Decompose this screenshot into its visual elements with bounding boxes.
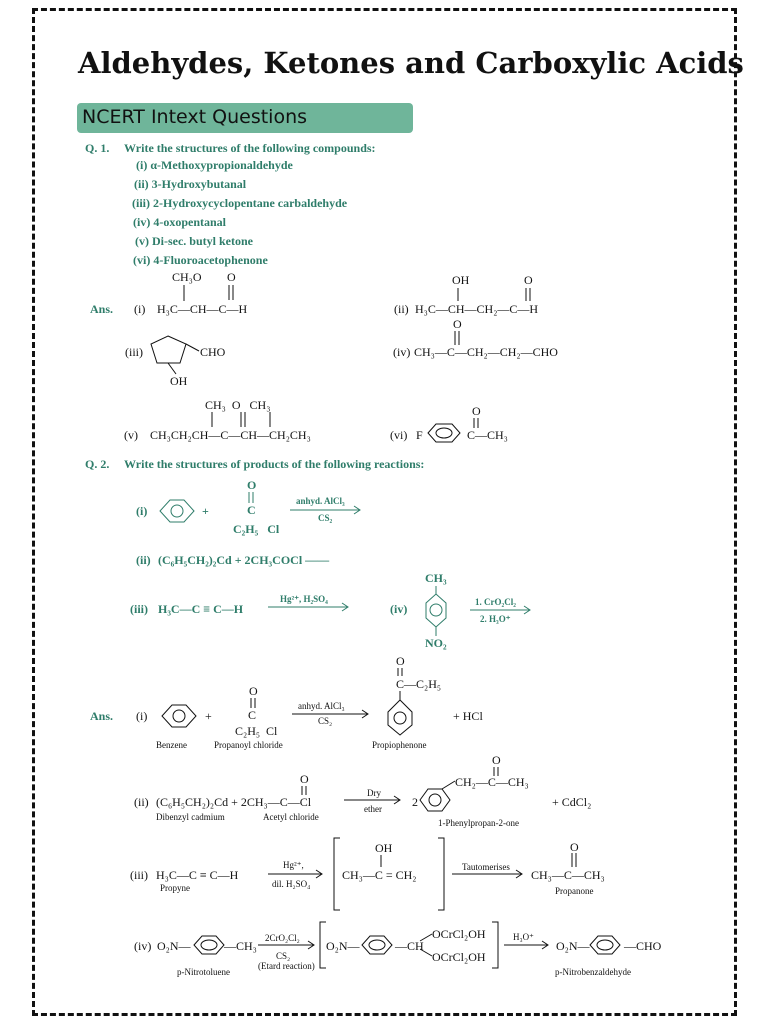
q2-i-sub: C₂H₅ Cl [233, 522, 280, 536]
ans2-i-cond1: anhyd. AlCl₃ [298, 701, 345, 711]
ans1-ii-o: O [524, 273, 533, 287]
benzene-circle [436, 428, 452, 438]
ans2-ii-cdcl: + CdCl₂ [552, 795, 592, 809]
q2-iii-num: (iii) [130, 602, 148, 616]
ans2-iv-oc2: OCrCl₂OH [432, 950, 486, 964]
benzene-ring [426, 594, 446, 627]
ans2-iv-mid-ch: —CH [395, 939, 424, 953]
benzene-ring [428, 424, 460, 442]
ans2-iv-p-o2n: O₂N— [556, 939, 590, 953]
ans1-iii-oh: OH [170, 374, 188, 388]
ans1-iii-num: (iii) [125, 345, 143, 359]
ans2-i-o: O [249, 684, 258, 698]
ans1-ii-oh: OH [452, 273, 470, 287]
ans2-iii-oh: OH [375, 841, 393, 855]
benzene-ring [362, 936, 392, 954]
bond-line [420, 949, 432, 956]
ans2-iii-taut: Tautomerises [462, 862, 510, 872]
ans1-i-top: CH₃O [172, 270, 202, 284]
ans2-ii-cond1: Dry [367, 788, 381, 798]
bracket-left [334, 838, 340, 910]
ans2-iii-cond2: dil. H₂SO₄ [272, 879, 311, 889]
ans2-iv-cond1: 2CrO₂Cl₂ [265, 933, 300, 943]
ans2-iii-reactant: H₃C—C ≡ C—H [156, 868, 239, 882]
q2-i-o: O [247, 478, 257, 492]
ans1-ii-num: (ii) [394, 302, 409, 316]
bond-line [420, 934, 432, 941]
ans2-i-sub: C₂H₅ Cl [235, 724, 278, 738]
ans1-vi-f: F [416, 428, 423, 442]
q1-item: (vi) 4-Fluoroacetophenone [133, 253, 268, 267]
ans2-i-prod-c: C—C₂H₅ [396, 677, 442, 691]
ans1-vi-num: (vi) [390, 428, 408, 442]
q2-i-c: C [247, 503, 256, 517]
ans2-iii-cond1: Hg²⁺, [283, 860, 304, 870]
q2-i-num: (i) [136, 504, 148, 518]
ans1-i-o: O [227, 270, 236, 284]
ans2-iv-cond2: CS₂ [276, 951, 291, 961]
ans1-label: Ans. [90, 302, 114, 316]
ans1-iv-num: (iv) [393, 345, 411, 359]
ans2-iv-oc1: OCrCl₂OH [432, 927, 486, 941]
q2-i-plus: + [202, 504, 209, 518]
banner-label: NCERT Intext Questions [82, 106, 308, 128]
ans1-vi-o: O [472, 404, 481, 418]
benzene-ring [162, 705, 196, 727]
benzene-ring [160, 500, 194, 522]
ans2-label: Ans. [90, 709, 114, 723]
ans2-iii-intermediate: CH₃—C = CH₂ [342, 868, 417, 882]
bond-line [168, 363, 176, 374]
ans1-i-main: H₃C—CH—C—H [157, 302, 248, 316]
ans2-iv-mid-o2n: O₂N— [326, 939, 360, 953]
ans2-i-name: Propiophenone [372, 740, 427, 750]
ans2-ii-name: Acetyl chloride [263, 812, 319, 822]
benzene-ring [194, 936, 224, 954]
ans2-iv-cho: —CHO [624, 939, 662, 953]
ans2-i-name: Benzene [156, 740, 187, 750]
benzene-ring [590, 936, 620, 954]
benzene-circle [597, 940, 613, 950]
ans2-ii-cond2: ether [364, 804, 382, 814]
ans2-iv-ch3: —CH₃ [224, 939, 257, 953]
benzene-circle [171, 505, 183, 517]
ans1-vi-main: C—CH₃ [467, 428, 508, 442]
ans1-iv-main: CH₃—C—CH₂—CH₂—CHO [414, 345, 558, 359]
q2-number: Q. 2. [85, 457, 110, 471]
q2-ii-num: (ii) [136, 553, 151, 567]
q2-ii-text: (C₆H₅CH₂)₂Cd + 2CH₃COCl —— [158, 553, 330, 567]
ans2-i-name: Propanoyl chloride [214, 740, 283, 750]
ans1-v-top: CH₃ O CH₃ [205, 398, 271, 412]
ans1-ii-main: H₃C—CH—CH₂—C—H [415, 302, 539, 316]
ans1-iii-cho: CHO [200, 345, 226, 359]
q1-item: (i) α-Methoxypropionaldehyde [136, 158, 293, 172]
ans2-ii-reactants: (C₆H₅CH₂)₂Cd + 2CH₃—C—Cl [156, 795, 312, 809]
cyclopentane-ring [151, 336, 186, 363]
q2-iv-cond1: 1. CrO₂Cl₂ [475, 597, 516, 607]
q1-item: (iv) 4-oxopentanal [133, 215, 226, 229]
ans2-iv-o2n: O₂N— [157, 939, 191, 953]
q1-number: Q. 1. [85, 141, 110, 155]
bond-line [442, 781, 455, 789]
ans2-i-num: (i) [136, 709, 148, 723]
q2-iv-ch3: CH₃ [425, 571, 447, 585]
ans2-ii-two: 2 [412, 795, 418, 809]
bracket-right [492, 922, 498, 968]
ans1-iv-o: O [453, 317, 462, 331]
ans2-ii-num: (ii) [134, 795, 149, 809]
q1-item: (ii) 3-Hydroxybutanal [134, 177, 247, 191]
ans2-i-prod-o: O [396, 654, 405, 668]
benzene-ring [420, 789, 450, 811]
ans1-v-main: CH₃CH₂CH—C—CH—CH₂CH₃ [150, 428, 311, 442]
q2-iv-num: (iv) [390, 602, 408, 616]
q1-item: (v) Di-sec. butyl ketone [135, 234, 253, 248]
ans2-iii-name: Propanone [555, 886, 594, 896]
ans2-i-c: C [248, 708, 257, 722]
benzene-circle [369, 940, 385, 950]
ans2-i-plus: + [205, 709, 212, 723]
ans2-iii-product: CH₃—C—CH₃ [531, 868, 605, 882]
ans2-iii-num: (iii) [130, 868, 148, 882]
q2-i-cond2: CS₂ [318, 513, 333, 523]
q2-iii-text: H₃C—C ≡ C—H [158, 602, 244, 616]
ans2-ii-po: O [492, 753, 501, 767]
ans2-i-cond2: CS₂ [318, 716, 333, 726]
q2-iv-no2: NO₂ [425, 636, 447, 650]
benzene-circle [394, 712, 406, 724]
benzene-circle [430, 604, 442, 616]
q2-iv-cond2: 2. H₃O⁺ [480, 614, 511, 624]
ans2-iv-name: p-Nitrotoluene [177, 967, 230, 977]
benzene-circle [201, 940, 217, 950]
ans2-iv-h3o: H₃O⁺ [513, 932, 534, 942]
ans1-v-num: (v) [124, 428, 138, 442]
q2-iii-cond: Hg²⁺, H₂SO₄ [280, 594, 328, 604]
ans2-ii-name: 1-Phenylpropan-2-one [438, 818, 519, 828]
page-title: Aldehydes, Ketones and Carboxylic Acids [78, 46, 744, 80]
q1-item: (iii) 2-Hydroxycyclopentane carbaldehyde [132, 196, 348, 210]
ans1-i-num: (i) [134, 302, 146, 316]
q2-text: Write the structures of products of the following reactions: [124, 457, 425, 471]
ans2-ii-product: CH₂—C—CH₃ [455, 775, 529, 789]
q2-i-cond1: anhyd. AlCl₃ [296, 496, 345, 506]
bond-line [186, 344, 199, 351]
ans2-iv-num: (iv) [134, 939, 152, 953]
benzene-circle [429, 794, 441, 806]
ans2-ii-name: Dibenzyl cadmium [156, 812, 225, 822]
bracket-right [438, 838, 444, 910]
ans2-iv-name: p-Nitrobenzaldehyde [555, 967, 631, 977]
ans2-iv-cond3: (Etard reaction) [258, 961, 315, 971]
q1-text: Write the structures of the following compounds: [124, 141, 376, 155]
ans2-ii-o: O [300, 772, 309, 786]
bracket-left [320, 922, 326, 968]
ans2-iii-po: O [570, 840, 579, 854]
benzene-ring [388, 700, 412, 735]
benzene-circle [173, 710, 185, 722]
ans2-i-hcl: + HCl [453, 709, 483, 723]
ans2-iii-name: Propyne [160, 883, 190, 893]
